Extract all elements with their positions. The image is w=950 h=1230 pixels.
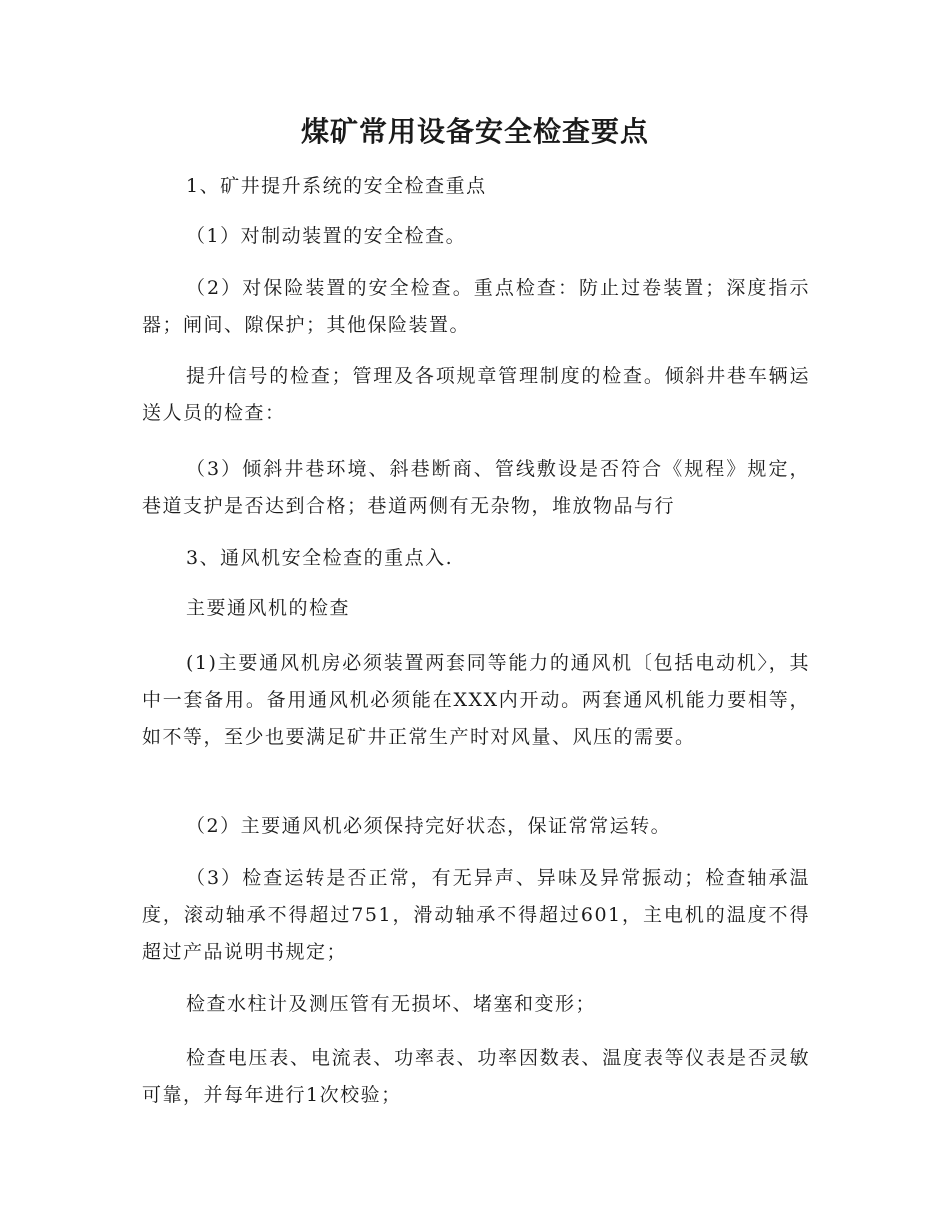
paragraph-6: 3、通风机安全检查的重点入. <box>186 547 454 569</box>
paragraph-8: (1)主要通风机房必须装置两套同等能力的通风机〔包括电动机〉，其中一套备用。备用通风机必须能在XXX内开动。两套通风机能力要相等，如不等，至少也要满足矿井正常生产时对风量、风压的需要。 <box>142 652 810 748</box>
paragraph-3: （2）对保险装置的安全检查。重点检查：防止过卷装置；深度指示器；闸间、隙保护；其他保险装置。 <box>142 277 810 336</box>
paragraph-10: （3）检查运转是否正常，有无异声、异味及异常振动；检查轴承温度，滚动轴承不得超过751，滑动轴承不得超过601，主电机的温度不得超过产品说明书规定； <box>142 867 810 963</box>
paragraph-1: 1、矿井提升系统的安全检查重点 <box>186 175 487 197</box>
paragraph-12: 检查电压表、电流表、功率表、功率因数表、温度表等仪表是否灵敏可靠，并每年进行1次校验； <box>142 1047 810 1106</box>
paragraph-2: （1）对制动装置的安全检查。 <box>186 225 467 247</box>
paragraph-7: 主要通风机的检查 <box>186 597 351 619</box>
paragraph-11: 检查水柱计及测压管有无损坏、堵塞和变形； <box>186 993 597 1015</box>
paragraph-5: （3）倾斜井巷环境、斜巷断商、管线敷设是否符合《规程》规定，巷道支护是否达到合格；巷道两侧有无杂物，堆放物品与行 <box>142 458 810 517</box>
paragraph-9: （2）主要通风机必须保持完好状态，保证常常运转。 <box>186 815 672 837</box>
paragraph-4: 提升信号的检查；管理及各项规章管理制度的检查。倾斜井巷车辆运送人员的检查： <box>142 365 810 424</box>
document-title: 煤矿常用设备安全检查要点 <box>300 115 649 148</box>
